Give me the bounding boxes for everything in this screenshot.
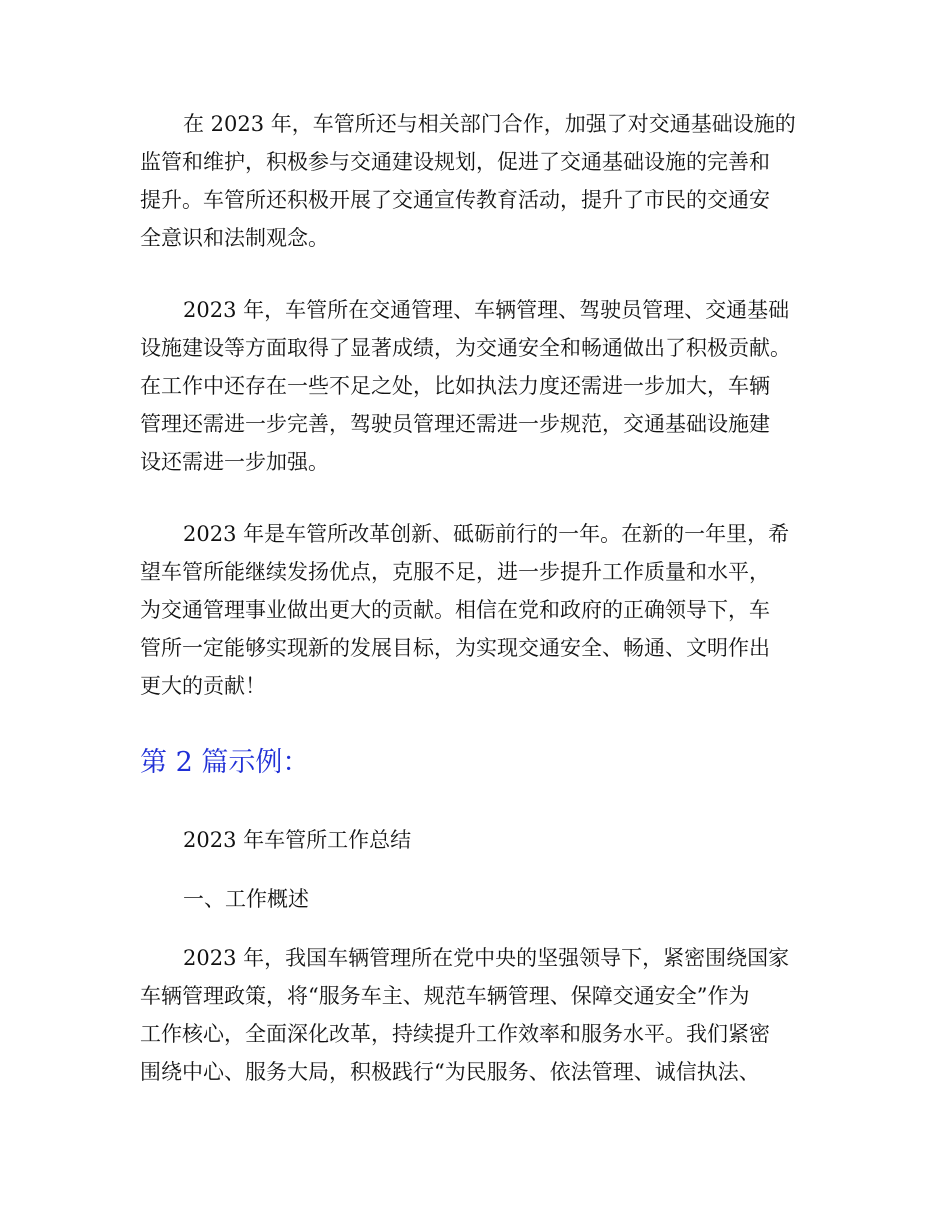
section-heading: 第 2 篇示例： [140,747,310,778]
paragraph-2-line-5: 设还需进一步加强。 [140,450,329,474]
paragraph-3-line-2: 望车管所能继续发扬优点，克服不足，进一步提升工作质量和水平， [140,560,770,584]
paragraph-2-line-1: 2023 年，车管所在交通管理、车辆管理、驾驶员管理、交通基础 [183,298,790,322]
paragraph-2-line-3: 在工作中还存在一些不足之处，比如执法力度还需进一步加大，车辆 [140,374,770,398]
paragraph-1-line-1: 在 2023 年，车管所还与相关部门合作，加强了对交通基础设施的 [183,112,796,136]
paragraph-4-line-4: 围绕中心、服务大局，积极践行“为民服务、依法管理、诚信执法、 [140,1060,760,1084]
paragraph-3-line-3: 为交通管理事业做出更大的贡献。相信在党和政府的正确领导下，车 [140,598,770,622]
sub-heading: 一、工作概述 [183,887,309,911]
paragraph-2-line-4: 管理还需进一步完善，驾驶员管理还需进一步规范，交通基础设施建 [140,412,770,436]
paragraph-1-line-4: 全意识和法制观念。 [140,226,329,250]
paragraph-1-line-3: 提升。车管所还积极开展了交通宣传教育活动，提升了市民的交通安 [140,188,770,212]
paragraph-3-line-5: 更大的贡献！ [140,674,266,698]
document-title: 2023 年车管所工作总结 [183,828,412,852]
paragraph-4-line-1: 2023 年，我国车辆管理所在党中央的坚强领导下，紧密围绕国家 [183,946,790,970]
paragraph-2-line-2: 设施建设等方面取得了显著成绩，为交通安全和畅通做出了积极贡献。 [140,336,791,360]
paragraph-3-line-4: 管所一定能够实现新的发展目标，为实现交通安全、畅通、文明作出 [140,636,770,660]
paragraph-1-line-2: 监管和维护，积极参与交通建设规划，促进了交通基础设施的完善和 [140,150,770,174]
paragraph-4-line-3: 工作核心，全面深化改革，持续提升工作效率和服务水平。我们紧密 [140,1022,770,1046]
paragraph-3-line-1: 2023 年是车管所改革创新、砥砺前行的一年。在新的一年里，希 [183,522,790,546]
paragraph-4-line-2: 车辆管理政策，将“服务车主、规范车辆管理、保障交通安全”作为 [140,984,750,1008]
